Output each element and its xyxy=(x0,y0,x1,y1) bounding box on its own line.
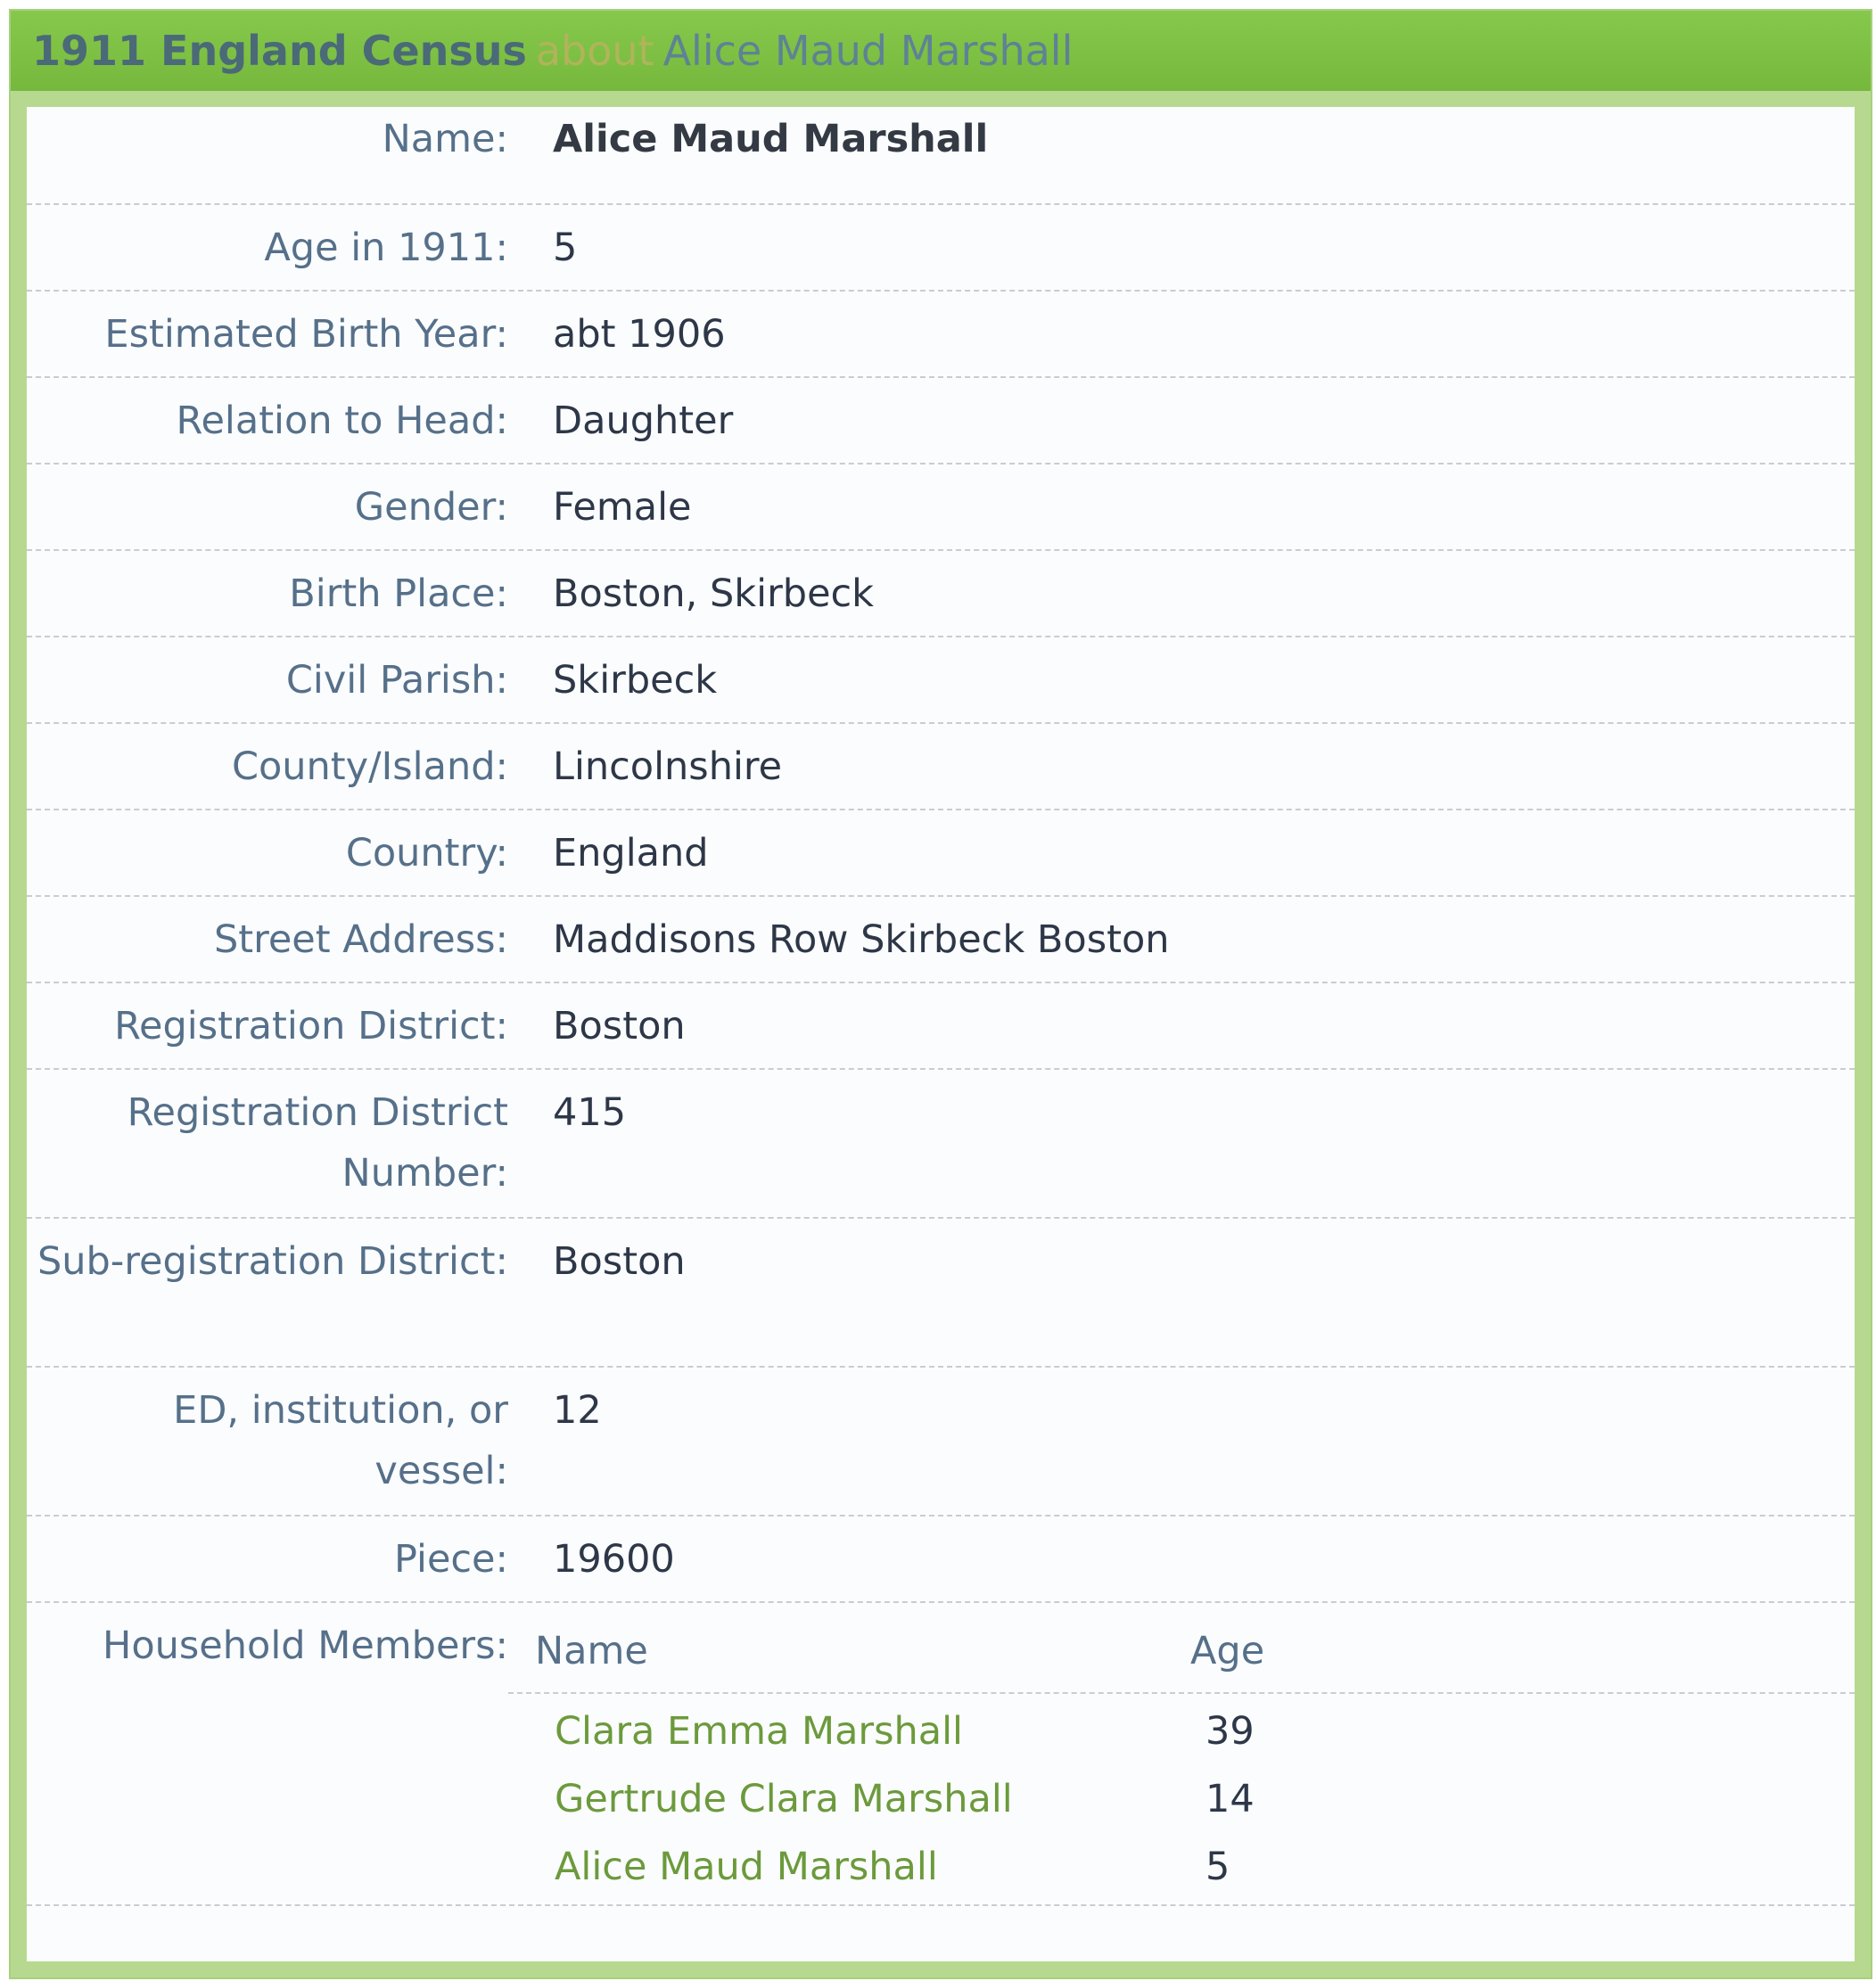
fact-row-age xyxy=(27,205,1855,292)
fact-value: Lincolnshire xyxy=(553,744,783,789)
fact-value: Boston, Skirbeck xyxy=(553,571,875,616)
fact-label: Registration District Number: xyxy=(127,1090,508,1196)
household-member-age: 5 xyxy=(1205,1845,1230,1889)
fact-label: County/Island: xyxy=(231,744,508,789)
fact-row-registration-district-number xyxy=(27,1070,1855,1219)
header-about-word: about xyxy=(535,27,654,75)
fact-row-name xyxy=(27,107,1855,205)
collection-title[interactable]: 1911 England Census xyxy=(32,27,527,75)
header-person-name: Alice Maud Marshall xyxy=(662,27,1074,75)
household-member-row xyxy=(508,1833,1855,1901)
fact-row-ed-institution-vessel xyxy=(27,1368,1855,1517)
fact-row-piece xyxy=(27,1517,1855,1603)
fact-label: Piece: xyxy=(394,1537,508,1582)
household-member-link[interactable]: Gertrude Clara Marshall xyxy=(555,1777,1013,1821)
household-member-age: 14 xyxy=(1205,1777,1255,1821)
fact-row-civil-parish xyxy=(27,637,1855,724)
fact-label: ED, institution, or vessel: xyxy=(173,1388,508,1493)
fact-label: Estimated Birth Year: xyxy=(104,312,508,357)
fact-label: Civil Parish: xyxy=(285,658,508,703)
fact-label: Street Address: xyxy=(213,917,508,962)
record-header xyxy=(11,11,1871,91)
fact-label: Gender: xyxy=(354,485,508,530)
fact-value: 5 xyxy=(553,226,578,270)
fact-value: England xyxy=(553,831,709,875)
fact-row-registration-district xyxy=(27,983,1855,1070)
fact-row-birth-place xyxy=(27,551,1855,637)
fact-row-gender xyxy=(27,464,1855,551)
fact-label: Country: xyxy=(345,831,508,875)
household-member-age: 39 xyxy=(1205,1709,1255,1754)
household-table-header xyxy=(508,1612,1855,1694)
fact-value: Daughter xyxy=(553,399,734,443)
fact-row-relation xyxy=(27,378,1855,464)
fact-value: abt 1906 xyxy=(553,312,726,357)
fact-value: Alice Maud Marshall xyxy=(553,117,989,161)
fact-label: Relation to Head: xyxy=(176,399,508,443)
household-member-row xyxy=(508,1697,1855,1765)
household-member-row xyxy=(508,1765,1855,1833)
fact-value: 19600 xyxy=(553,1537,675,1582)
household-member-link[interactable]: Clara Emma Marshall xyxy=(555,1709,964,1754)
fact-row-birth-year xyxy=(27,292,1855,378)
fact-row-street-address xyxy=(27,897,1855,983)
fact-label: Name: xyxy=(382,117,508,161)
fact-row-sub-registration-district xyxy=(27,1219,1855,1368)
fact-row-county xyxy=(27,724,1855,810)
fact-label: Birth Place: xyxy=(289,571,508,616)
fact-value: Boston xyxy=(553,1004,686,1048)
household-bottom-divider xyxy=(27,1904,1855,1906)
household-member-link[interactable]: Alice Maud Marshall xyxy=(555,1845,938,1889)
fact-label: Registration District: xyxy=(114,1004,508,1048)
fact-value: 12 xyxy=(553,1388,602,1433)
fact-label: Sub-registration District: xyxy=(37,1239,508,1284)
fact-value: Skirbeck xyxy=(553,658,718,703)
fact-value: Maddisons Row Skirbeck Boston xyxy=(553,917,1170,962)
household-members-label: Household Members: xyxy=(103,1623,508,1668)
census-record-panel xyxy=(9,9,1872,1979)
fact-label: Age in 1911: xyxy=(264,226,508,270)
household-col-age: Age xyxy=(1190,1629,1265,1673)
household-col-name: Name xyxy=(535,1629,648,1673)
fact-value: Female xyxy=(553,485,692,530)
record-details xyxy=(27,107,1855,1961)
fact-value: 415 xyxy=(553,1090,627,1135)
fact-row-country xyxy=(27,810,1855,897)
fact-value: Boston xyxy=(553,1239,686,1284)
